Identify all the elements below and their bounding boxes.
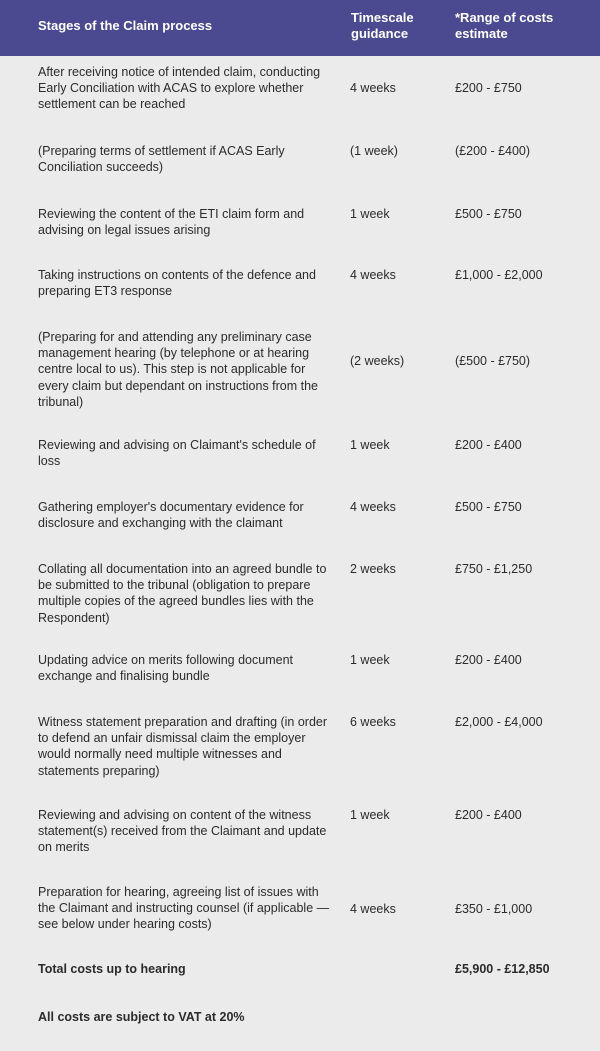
stage-text: (Preparing for and attending any preliminary case management hearing (by telephone or at hearing centre local to us). This step is not applicable for every claim but dependant on instructions from the tribunal) <box>38 330 319 409</box>
header-costs: *Range of costs estimate <box>455 10 554 41</box>
stage-text: Preparation for hearing, agreeing list of issues with the Claimant and instructing counsel (if applicable — see below under hearing costs) <box>38 885 330 932</box>
cost-value: £2,000 - £4,000 <box>455 715 543 729</box>
stage-text: Updating advice on merits following document exchange and finalising bundle <box>38 653 293 684</box>
timescale-value: 1 week <box>350 438 390 452</box>
cost-value: £750 - £1,250 <box>455 562 533 576</box>
cost-value: £200 - £750 <box>455 81 522 95</box>
stage-text: Reviewing and advising on content of the witness statement(s) received from the Claimant and update on merits <box>38 808 327 855</box>
total-label: Total costs up to hearing <box>38 962 186 976</box>
stage-text: Reviewing and advising on Claimant's schedule of loss <box>38 438 316 469</box>
stage-text: (Preparing terms of settlement if ACAS Early Conciliation succeeds) <box>38 144 285 175</box>
stage-text: Witness statement preparation and drafting (in order to defend an unfair dismissal claim the employer would normally need multiple witnesses and statements preparing) <box>38 715 328 778</box>
timescale-value: 4 weeks <box>350 500 396 514</box>
stage-text: Collating all documentation into an agreed bundle to be submitted to the tribunal (obligation to prepare multiple copies of the agreed bundles lies with the Respondent) <box>38 562 327 625</box>
cost-value: £350 - £1,000 <box>455 902 533 916</box>
timescale-value: 1 week <box>350 653 390 667</box>
cost-value: £200 - £400 <box>455 438 522 452</box>
timescale-value: 4 weeks <box>350 902 396 916</box>
cost-value: £200 - £400 <box>455 808 522 822</box>
timescale-value: 1 week <box>350 808 390 822</box>
stage-text: Taking instructions on contents of the defence and preparing ET3 response <box>38 268 316 299</box>
timescale-value: 4 weeks <box>350 268 396 282</box>
header-timescale: Timescale guidance <box>351 10 414 41</box>
vat-note-text: All costs are subject to VAT at 20% <box>38 1010 245 1024</box>
stage-text: After receiving notice of intended claim, conducting Early Conciliation with ACAS to explore whether settlement can be reached <box>38 65 321 112</box>
cost-value: £500 - £750 <box>455 207 522 221</box>
timescale-value: 1 week <box>350 207 390 221</box>
stage-text: Gathering employer's documentary evidence for disclosure and exchanging with the claimant <box>38 500 304 531</box>
cost-value: £200 - £400 <box>455 653 522 667</box>
stage-text: Reviewing the content of the ETI claim form and advising on legal issues arising <box>38 207 305 238</box>
timescale-value: (2 weeks) <box>350 354 405 368</box>
header-stages: Stages of the Claim process <box>38 18 213 33</box>
total-cost: £5,900 - £12,850 <box>455 962 550 976</box>
timescale-value: 6 weeks <box>350 715 396 729</box>
cost-value: £1,000 - £2,000 <box>455 268 543 282</box>
timescale-value: (1 week) <box>350 144 398 158</box>
timescale-value: 4 weeks <box>350 81 396 95</box>
table-header <box>0 0 600 56</box>
cost-value: (£200 - £400) <box>455 144 531 158</box>
cost-value: (£500 - £750) <box>455 354 531 368</box>
cost-value: £500 - £750 <box>455 500 522 514</box>
timescale-value: 2 weeks <box>350 562 396 576</box>
